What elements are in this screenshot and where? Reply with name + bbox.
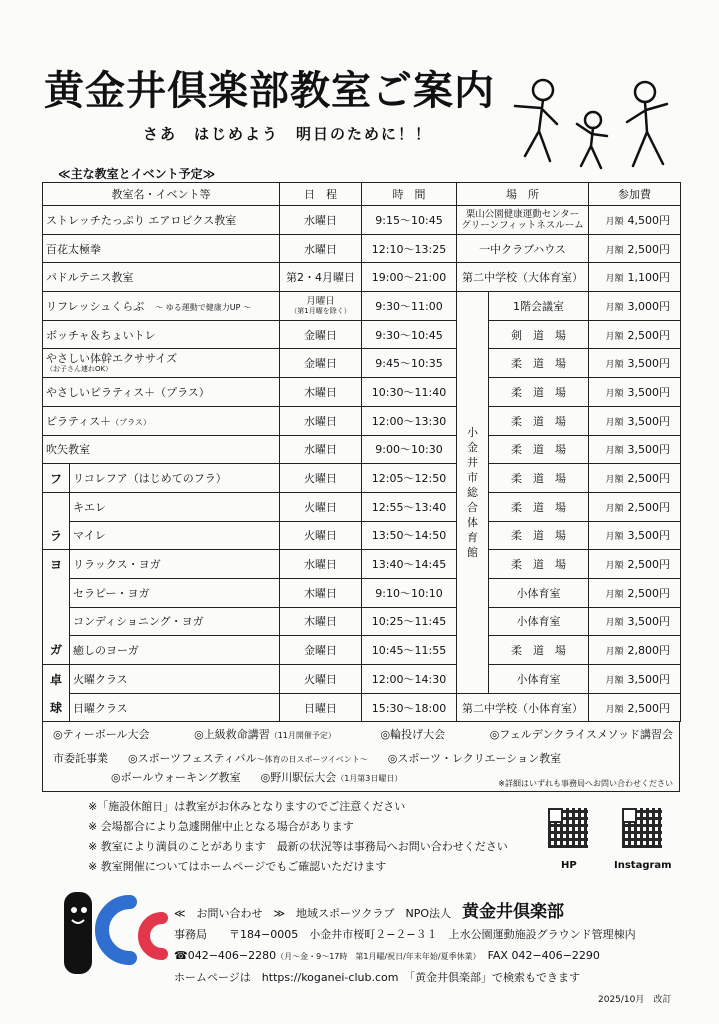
note-item: ※「施設休館日」は教室がお休みとなりますのでご注意ください xyxy=(88,800,406,813)
class-name: コンディショニング・ヨガ xyxy=(70,607,280,636)
class-place: 柔 道 場 xyxy=(489,550,589,579)
fee-unit: 月額 xyxy=(605,216,624,227)
class-name: セラピー・ヨガ xyxy=(70,578,280,607)
class-place: 栗山公園健康運動センター xyxy=(465,208,580,220)
note-item: ※ 教室により満員のことがあります 最新の状況等は事務局へお問い合わせください xyxy=(88,840,508,853)
events-row-3 xyxy=(53,769,402,785)
category-tabletennis-1: 卓 xyxy=(43,665,70,694)
class-name-note: （お子さん連れOK） xyxy=(46,365,113,374)
class-fee: 2,500円 xyxy=(627,472,670,486)
category-tabletennis-2: 球 xyxy=(43,693,70,722)
class-place: 1階会議室 xyxy=(489,292,589,321)
instagram-qr-label: Instagram xyxy=(614,860,672,871)
class-time: 9:10〜10:10 xyxy=(362,578,457,607)
table-row xyxy=(43,464,681,493)
events-detail-note: ※詳細はいずれも事務局へお問い合わせください xyxy=(498,779,673,788)
class-place: 柔 道 場 xyxy=(489,349,589,378)
class-place: 小体育室 xyxy=(489,578,589,607)
revision-date: 2025/10月 改訂 xyxy=(598,995,672,1005)
class-time: 12:10〜13:25 xyxy=(362,234,457,263)
class-place: 一中クラブハウス xyxy=(457,234,589,263)
class-day: 火曜日 xyxy=(280,521,362,550)
venue-vertical-text: 小 金 井 市 総 合 体 育 館 xyxy=(467,425,478,559)
class-name: マイレ xyxy=(70,521,280,550)
fee-unit: 月額 xyxy=(605,331,624,342)
category-hula-spacer xyxy=(43,492,70,521)
table-row xyxy=(43,234,681,263)
fee-unit: 月額 xyxy=(605,302,624,313)
class-fee: 2,500円 xyxy=(627,328,670,342)
class-place: 柔 道 場 xyxy=(489,435,589,464)
schedule-table xyxy=(42,182,681,722)
club-name: 黄金井倶楽部 xyxy=(462,902,564,922)
class-fee: 1,100円 xyxy=(627,271,670,285)
class-fee: 3,500円 xyxy=(627,385,670,399)
class-name: やさしい体幹エクササイズ xyxy=(46,352,178,366)
inquiry-label: ≪ お問い合わせ ≫ 地域スポーツクラブ NPO法人 xyxy=(174,907,451,920)
class-place: 第二中学校（大体育室） xyxy=(457,263,589,292)
fee-unit: 月額 xyxy=(605,388,624,399)
header-place: 場 所 xyxy=(457,183,589,206)
instagram-qr-code[interactable] xyxy=(622,808,662,848)
class-place: 柔 道 場 xyxy=(489,406,589,435)
page-title: 黄金井倶楽部教室ご案内 xyxy=(44,68,495,114)
class-day: 水曜日 xyxy=(280,550,362,579)
class-name: パドルテニス教室 xyxy=(43,263,280,292)
class-time: 12:00〜13:30 xyxy=(362,406,457,435)
class-time: 19:00〜21:00 xyxy=(362,263,457,292)
category-yoga-2: ガ xyxy=(43,636,70,665)
table-row xyxy=(43,665,681,694)
table-row xyxy=(43,435,681,464)
event-item: ◎フェルデンクライスメソッド講習会 xyxy=(489,728,673,741)
table-row xyxy=(43,693,681,722)
header-day: 日 程 xyxy=(280,183,362,206)
office-address: 事務局 〒184−0005 小金井市桜町２−２−３１ 上水公園運動施設グラウンド管理棟内 xyxy=(174,928,636,941)
club-logo xyxy=(60,880,170,990)
class-fee: 2,500円 xyxy=(627,586,670,600)
event-item: ◎スポーツフェスティバル xyxy=(128,752,257,765)
class-name: 火曜クラス xyxy=(70,665,280,694)
event-item: ◎輪投げ大会 xyxy=(380,728,446,741)
class-fee: 2,500円 xyxy=(627,701,670,715)
class-fee: 2,500円 xyxy=(627,558,670,572)
class-day: 水曜日 xyxy=(280,234,362,263)
fee-unit: 月額 xyxy=(605,503,624,514)
category-yoga-spacer xyxy=(43,578,70,607)
class-fee: 2,500円 xyxy=(627,242,670,256)
fee-unit: 月額 xyxy=(605,475,624,486)
event-note: （11月開催予定） xyxy=(269,731,336,740)
class-fee: 3,500円 xyxy=(627,615,670,629)
class-name-note: （プラス） xyxy=(111,417,151,427)
event-note: 〜体育の日スポーツイベント〜 xyxy=(256,755,368,764)
class-name: ストレッチたっぷり エアロビクス教室 xyxy=(46,213,237,227)
class-place: 柔 道 場 xyxy=(489,521,589,550)
class-fee: 3,500円 xyxy=(627,529,670,543)
class-day: 水曜日 xyxy=(280,406,362,435)
fee-unit: 月額 xyxy=(605,274,624,285)
class-day: 水曜日 xyxy=(280,206,362,235)
fee-unit: 月額 xyxy=(605,589,624,600)
header-fee: 参加費 xyxy=(589,183,681,206)
class-time: 12:00〜14:30 xyxy=(362,665,457,694)
class-day: 木曜日 xyxy=(280,378,362,407)
phone-hours: （月〜金・9〜17時 第1月曜/祝日/年末年始/夏季休業） xyxy=(276,952,477,961)
table-row xyxy=(43,206,681,235)
fee-unit: 月額 xyxy=(605,417,624,428)
website-line[interactable]: ホームページは https://koganei-club.com 「黄金井倶楽部」で検索もできます xyxy=(174,971,580,984)
class-time: 9:30〜11:00 xyxy=(362,292,457,321)
class-time: 13:40〜14:45 xyxy=(362,550,457,579)
class-day: 火曜日 xyxy=(280,665,362,694)
class-day: 火曜日 xyxy=(280,492,362,521)
class-name: ボッチャ＆ちょいトレ xyxy=(43,320,280,349)
class-day: 木曜日 xyxy=(280,578,362,607)
class-place: 小体育室 xyxy=(489,665,589,694)
class-name: やさしいピラティス＋（プラス） xyxy=(43,378,280,407)
class-place: 小体育室 xyxy=(489,607,589,636)
header-class: 教室名・イベント等 xyxy=(43,183,280,206)
table-row xyxy=(43,263,681,292)
class-day: 日曜日 xyxy=(280,693,362,722)
class-day-note: （第1月曜を除く） xyxy=(290,307,351,316)
hp-qr-label: HP xyxy=(561,860,577,871)
class-name: リフレッシュくらぶ xyxy=(46,299,145,313)
class-name: リコレフア（はじめてのフラ） xyxy=(70,464,280,493)
class-time: 15:30〜18:00 xyxy=(362,693,457,722)
class-place: 柔 道 場 xyxy=(489,492,589,521)
class-fee: 2,800円 xyxy=(627,644,670,658)
fee-unit: 月額 xyxy=(605,647,624,658)
category-yoga-1: ヨ xyxy=(43,550,70,579)
class-name: ピラティス＋ xyxy=(46,414,112,428)
class-day: 金曜日 xyxy=(280,320,362,349)
event-note: （1月第3日曜日） xyxy=(336,774,403,783)
table-row xyxy=(43,378,681,407)
note-item: ※ 会場都合により急遽開催中止となる場合があります xyxy=(88,820,354,833)
table-row xyxy=(43,521,681,550)
header-time: 時 間 xyxy=(362,183,457,206)
class-fee: 4,500円 xyxy=(627,213,670,227)
hp-qr-code[interactable] xyxy=(548,808,588,848)
table-row xyxy=(43,550,681,579)
table-header-row xyxy=(43,183,681,206)
class-day: 第2・4月曜日 xyxy=(280,263,362,292)
class-place: 柔 道 場 xyxy=(489,464,589,493)
fee-unit: 月額 xyxy=(605,360,624,371)
class-fee: 2,500円 xyxy=(627,500,670,514)
fee-unit: 月額 xyxy=(605,446,624,457)
fee-unit: 月額 xyxy=(605,618,624,629)
events-row-1 xyxy=(53,726,673,742)
events-row-2 xyxy=(53,750,561,766)
class-fee: 3,500円 xyxy=(627,414,670,428)
event-item: ◎野川駅伝大会 xyxy=(260,771,337,784)
class-day: 火曜日 xyxy=(280,464,362,493)
class-day: 金曜日 xyxy=(280,349,362,378)
class-time: 10:45〜11:55 xyxy=(362,636,457,665)
class-time: 12:55〜13:40 xyxy=(362,492,457,521)
commission-label: 市委託事業 xyxy=(53,752,108,765)
category-yoga-spacer xyxy=(43,607,70,636)
event-item: ◎ボールウォーキング教室 xyxy=(111,771,241,784)
venue-vertical xyxy=(457,292,489,694)
class-day: 水曜日 xyxy=(280,435,362,464)
class-time: 9:30〜10:45 xyxy=(362,320,457,349)
class-name: リラックス・ヨガ xyxy=(70,550,280,579)
section-label: ≪主な教室とイベント予定≫ xyxy=(58,167,216,181)
class-day: 木曜日 xyxy=(280,607,362,636)
fax-number: FAX 042−406−2290 xyxy=(487,949,600,962)
class-day: 金曜日 xyxy=(280,636,362,665)
table-row xyxy=(43,320,681,349)
walking-people-illustration xyxy=(495,76,695,176)
class-fee: 3,500円 xyxy=(627,443,670,457)
fee-unit: 月額 xyxy=(605,245,624,256)
class-day: 月曜日 xyxy=(306,296,335,308)
category-hula-1: フ xyxy=(43,464,70,493)
table-row xyxy=(43,607,681,636)
class-time: 9:15〜10:45 xyxy=(362,206,457,235)
class-place: 剣 道 場 xyxy=(489,320,589,349)
class-name: 百花太極拳 xyxy=(43,234,280,263)
table-row xyxy=(43,636,681,665)
class-time: 10:25〜11:45 xyxy=(362,607,457,636)
fee-unit: 月額 xyxy=(605,675,624,686)
class-time: 13:50〜14:50 xyxy=(362,521,457,550)
table-row xyxy=(43,349,681,378)
class-fee: 3,500円 xyxy=(627,672,670,686)
phone-number: ☎042−406−2280 xyxy=(174,949,277,962)
category-hula-2: ラ xyxy=(43,521,70,550)
event-item: ◎ティーボール大会 xyxy=(53,728,150,741)
note-item: ※ 教室開催についてはホームページでもご確認いただけます xyxy=(88,860,387,873)
class-time: 10:30〜11:40 xyxy=(362,378,457,407)
class-time: 9:45〜10:35 xyxy=(362,349,457,378)
class-name: 吹矢教室 xyxy=(43,435,280,464)
fee-unit: 月額 xyxy=(605,704,624,715)
class-time: 9:00〜10:30 xyxy=(362,435,457,464)
table-row xyxy=(43,292,681,321)
class-place: 柔 道 場 xyxy=(489,636,589,665)
fee-unit: 月額 xyxy=(605,532,624,543)
class-name-note: 〜 ゆる運動で健康力UP 〜 xyxy=(155,302,251,312)
events-box xyxy=(42,722,680,792)
class-place: 柔 道 場 xyxy=(489,378,589,407)
class-name: キエレ xyxy=(70,492,280,521)
table-row xyxy=(43,578,681,607)
class-place: 第二中学校（小体育室） xyxy=(457,693,589,722)
table-row xyxy=(43,406,681,435)
class-fee: 3,000円 xyxy=(627,299,670,313)
class-name: 日曜クラス xyxy=(70,693,280,722)
notes-list xyxy=(88,797,508,877)
class-place-sub: グリーンフィットネスルーム xyxy=(461,219,584,231)
event-item: ◎上級救命講習 xyxy=(194,728,270,741)
class-fee: 3,500円 xyxy=(627,357,670,371)
event-item: ◎スポーツ・レクリエーション教室 xyxy=(387,752,562,765)
table-row xyxy=(43,492,681,521)
class-time: 12:05〜12:50 xyxy=(362,464,457,493)
contact-block xyxy=(174,902,636,988)
page-subtitle: さあ はじめよう 明日のために！！ xyxy=(143,125,433,143)
class-name: 癒しのヨーガ xyxy=(70,636,280,665)
fee-unit: 月額 xyxy=(605,561,624,572)
